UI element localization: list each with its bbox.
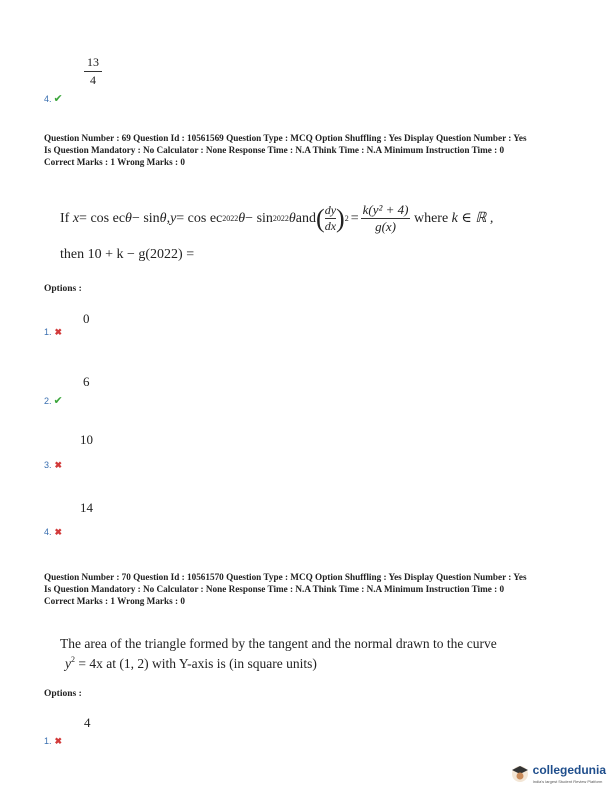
stem-and: and [295, 210, 317, 226]
q69-option-4 [44, 527, 62, 538]
cross-icon: ✖ [54, 460, 63, 470]
option-number: 1. [44, 736, 52, 746]
rhs-fraction [361, 202, 411, 235]
q69-stem-line2: then 10 + k − g(2022) = [60, 247, 195, 262]
graduate-icon [510, 763, 530, 783]
theta: θ [125, 210, 132, 226]
q69-option-1-value: 0 [83, 311, 90, 326]
dy: dy [324, 203, 337, 217]
q69-option-2-value: 6 [83, 374, 90, 389]
exponent: 2022 [272, 214, 289, 223]
q69-option-1 [44, 327, 62, 338]
stem-eq2: = cos ec [176, 210, 223, 226]
q70-option-1-value: 4 [84, 715, 91, 730]
stem-comma: , [166, 210, 171, 226]
q70-option-1 [44, 736, 62, 747]
q69-stem-line1 [60, 202, 493, 235]
fraction-numerator: 13 [87, 55, 99, 69]
var-x: x [72, 210, 80, 226]
q69-option-2 [44, 394, 63, 407]
left-paren: ( [316, 203, 325, 233]
q70-stem-line1: The area of the triangle formed by the tangent and the normal drawn to the curve [60, 636, 497, 651]
q70-meta-line2: Is Question Mandatory : No Calculator : None Response Time : N.A Think Time : N.A Minimum Instruction Time : 0 [44, 584, 505, 594]
collegedunia-logo [510, 761, 606, 784]
rhs-denominator: g(x) [375, 219, 396, 234]
theta: θ [238, 210, 246, 226]
q69-option-4-value: 14 [80, 500, 93, 515]
q70-meta-line3: Correct Marks : 1 Wrong Marks : 0 [44, 596, 185, 606]
fraction-bar [84, 71, 102, 72]
q70-meta-line1: Question Number : 70 Question Id : 10561570 Question Type : MCQ Option Shuffling : Yes Display Question Number : Yes [44, 572, 527, 582]
q69-meta-line3: Correct Marks : 1 Wrong Marks : 0 [44, 157, 185, 167]
option-number: 2. [44, 396, 52, 406]
q70-stem-line2 [65, 655, 317, 672]
k-in-R: k ∈ ℝ , [451, 211, 494, 226]
q69-meta-line1: Question Number : 69 Question Id : 10561569 Question Type : MCQ Option Shuffling : Yes Display Question Number : Yes [44, 133, 527, 143]
derivative-fraction [325, 203, 336, 234]
stem-rest: = 4x at (1, 2) with Y-axis is (in square units) [75, 656, 317, 671]
option-number: 1. [44, 327, 52, 337]
prev-answer-fraction [84, 55, 102, 88]
q69-option-3-value: 10 [80, 432, 93, 447]
cross-icon: ✖ [54, 527, 63, 537]
cross-icon: ✖ [54, 327, 63, 337]
q69-options-label: Options : [44, 284, 82, 294]
exponent: 2 [71, 655, 75, 664]
option-number: 3. [44, 460, 52, 470]
q70-options-label: Options : [44, 689, 82, 699]
equals: = [350, 210, 359, 226]
theta: θ [288, 210, 296, 226]
dx: dx [324, 219, 337, 233]
option-number: 4. [44, 94, 52, 104]
stem-if: If [60, 210, 70, 226]
q69-option-3 [44, 460, 62, 471]
q69-meta-line2: Is Question Mandatory : No Calculator : None Response Time : N.A Think Time : N.A Minimum Instruction Time : 0 [44, 145, 505, 155]
var-y: y [170, 210, 177, 226]
rhs-numerator: k(y² + 4) [362, 202, 409, 217]
check-icon: ✔ [53, 93, 63, 105]
brand-tagline: India's largest Student Review Platform [532, 779, 603, 784]
brand-name: collegedunia [532, 763, 606, 777]
fraction-denominator: 4 [90, 73, 96, 87]
stem-where: where [413, 210, 449, 226]
stem-eq1: = cos ec [79, 210, 126, 226]
exponent: 2022 [222, 214, 239, 223]
stem-minus-sin: − sin [131, 210, 160, 226]
right-paren: ) [336, 203, 345, 233]
prev-option-4 [44, 92, 63, 105]
square-exponent: 2 [344, 214, 349, 223]
stem-minus-sin2: − sin [245, 210, 273, 226]
option-number: 4. [44, 527, 52, 537]
check-icon: ✔ [53, 395, 63, 407]
var-y: y [65, 656, 71, 671]
theta: θ [159, 210, 167, 226]
cross-icon: ✖ [54, 736, 63, 746]
